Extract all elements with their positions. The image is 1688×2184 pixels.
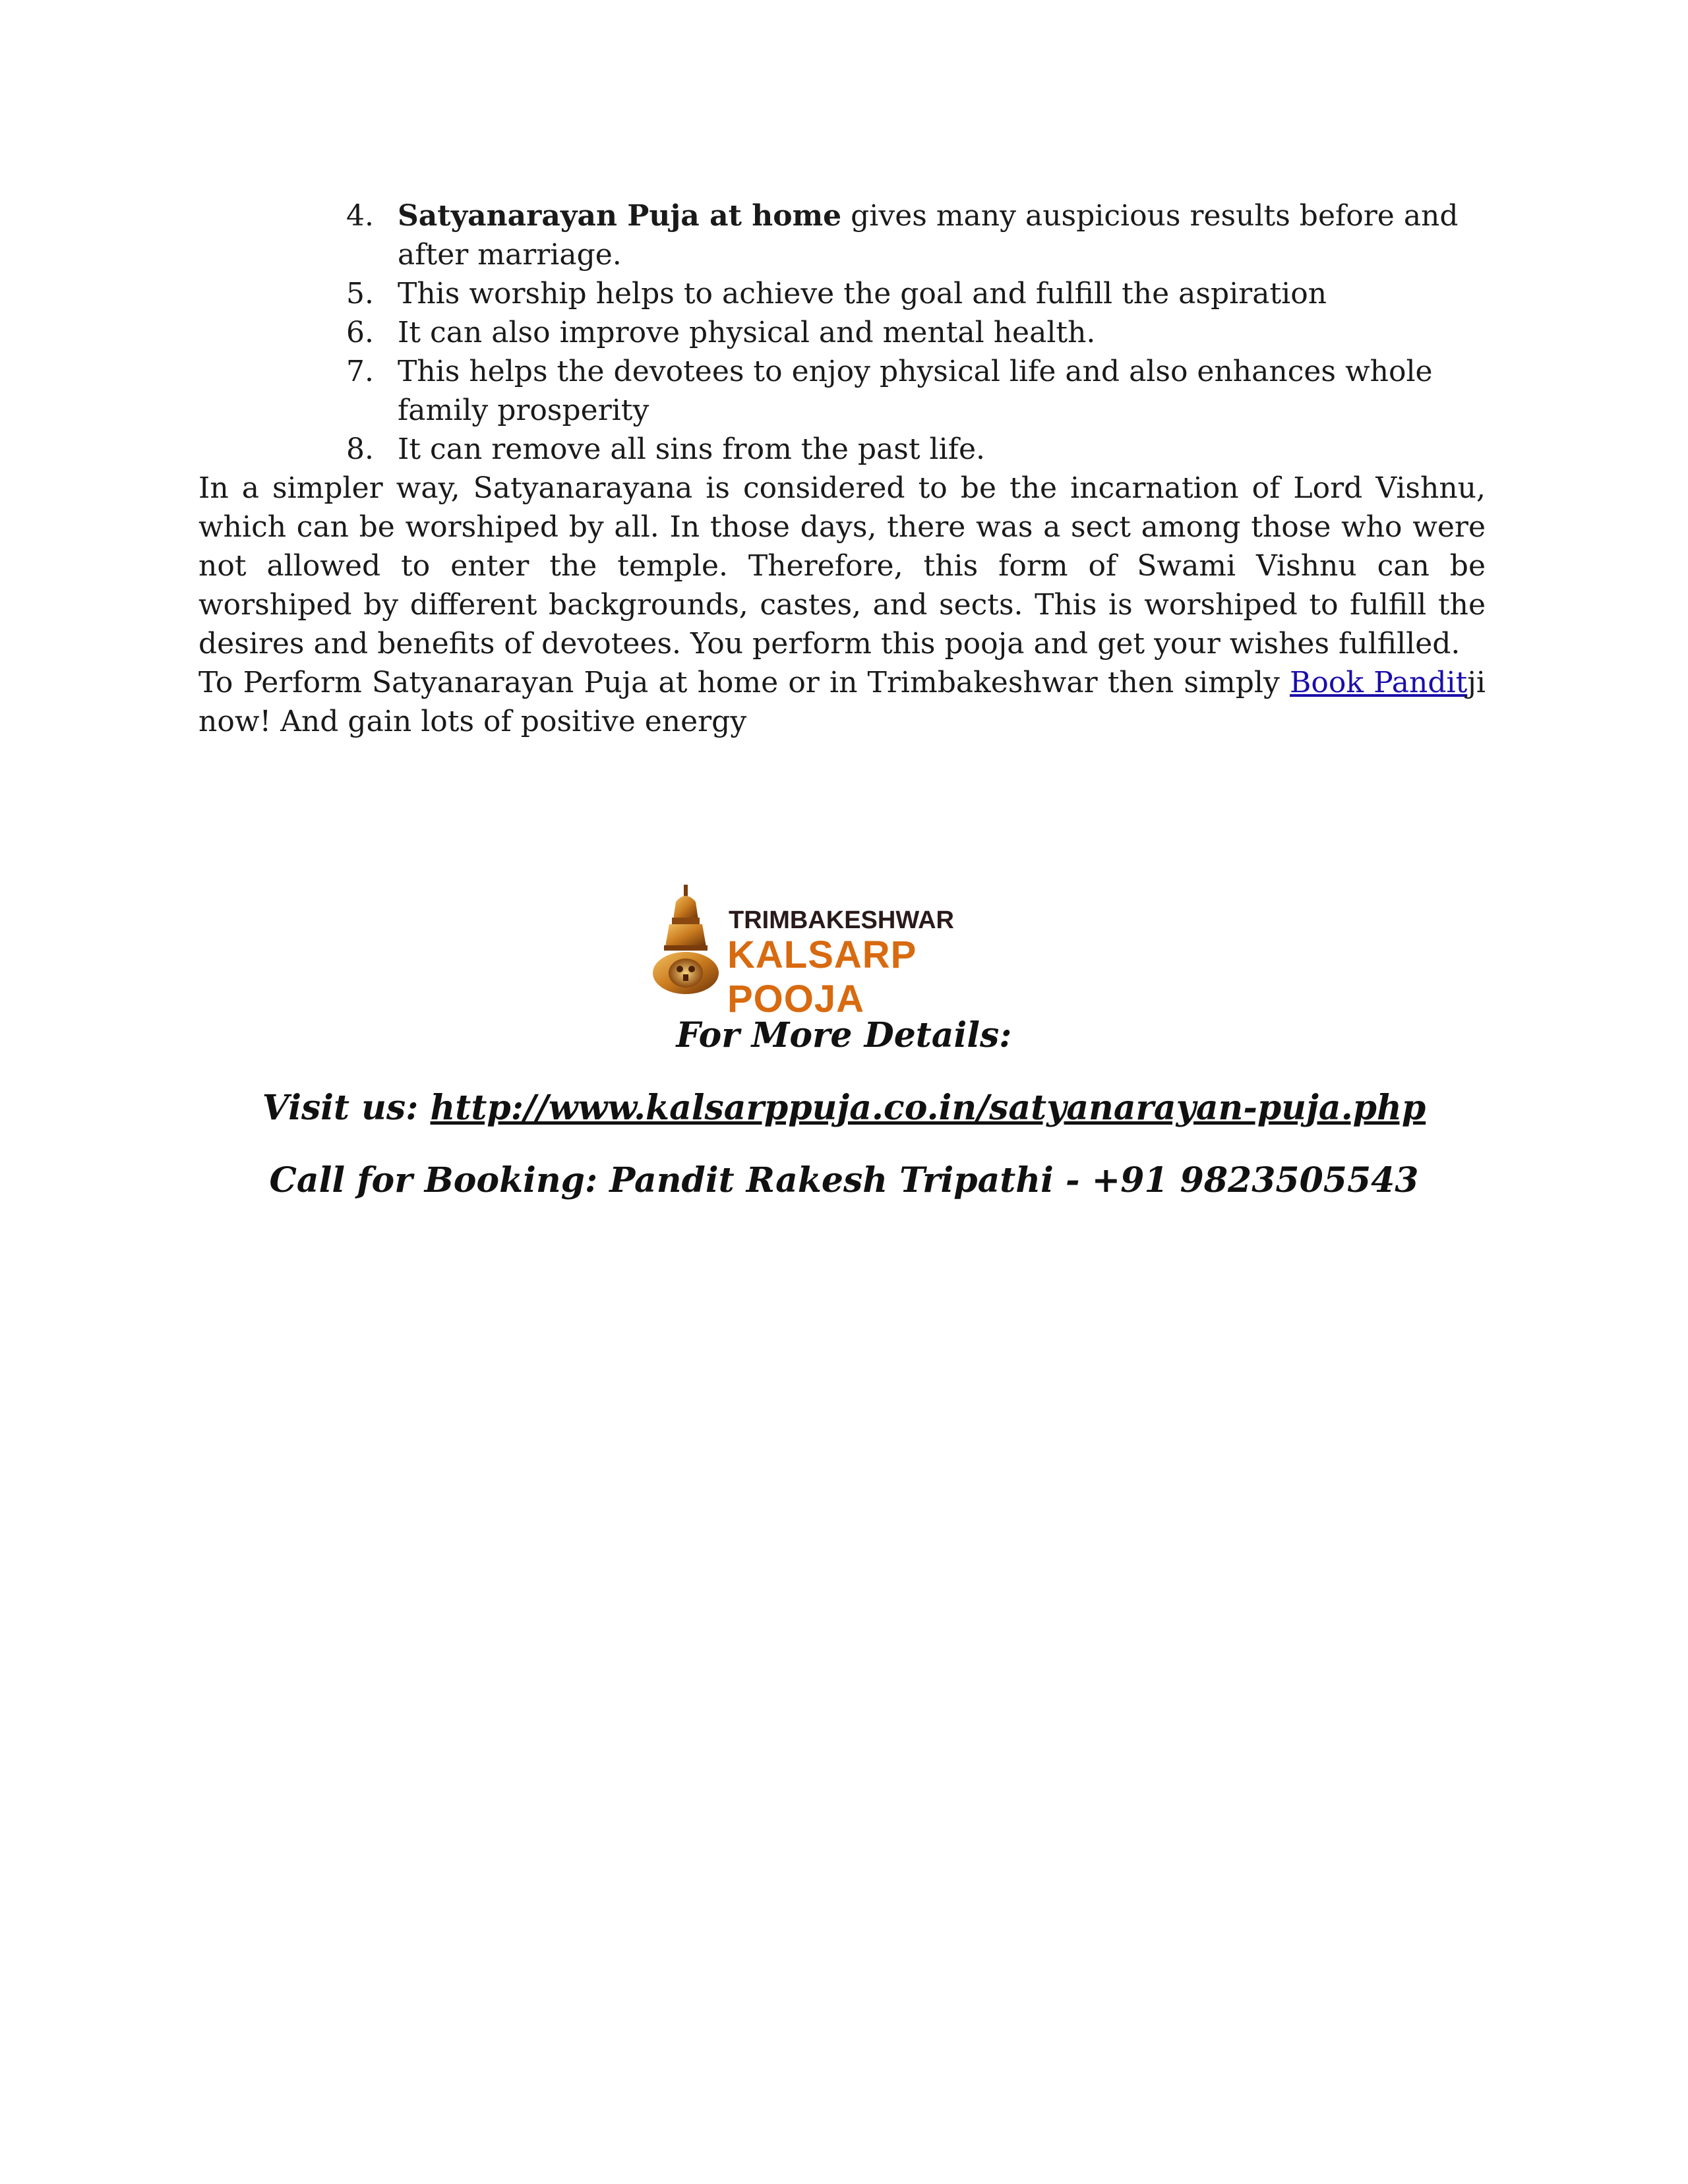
paragraph-text-before: To Perform Satyanarayan Puja at home or in Trimbakeshwar then simply — [198, 666, 1290, 699]
kalsarp-pooja-logo — [649, 883, 1045, 1020]
paragraph-vishnu: In a simpler way, Satyanarayana is considered to be the incarnation of Lord Vishnu, which can be worshiped by all. In those days, there was a sect among those who were not allowed to enter the temple. Therefore, this form of Swami Vishnu can be worshiped by different backgrounds, castes, and sects. This is worshiped to fulfill the desires and benefits of devotees. You perform this pooja and get your wishes fulfilled. — [198, 471, 1486, 661]
list-item — [198, 352, 1486, 430]
list-item — [198, 313, 1486, 352]
list-item — [198, 196, 1486, 274]
list-number: 4. — [346, 199, 374, 233]
document-content — [198, 196, 1486, 741]
website-url-link[interactable]: http://www.kalsarppuja.co.in/satyanarayan-puja.php — [430, 1088, 1426, 1128]
paragraph-text-after: ji now! And gain lots of positive energy — [198, 666, 1486, 738]
book-pandit-link[interactable]: Book Pandit — [1290, 666, 1468, 699]
list-item-bold-text: Satyanarayan Puja at home — [398, 199, 842, 233]
list-number: 5. — [346, 277, 374, 310]
temple-icon — [649, 883, 722, 995]
list-item-text: This worship helps to achieve the goal and fulfill the aspiration — [398, 277, 1327, 310]
more-details-heading: For More Details: — [676, 1015, 1012, 1055]
logo-line-kalsarp-pooja: KALSARP POOJA — [727, 933, 917, 1020]
list-item — [198, 430, 1486, 469]
visit-us-line — [0, 1088, 1688, 1128]
list-item — [198, 274, 1486, 313]
list-item-text: It can remove all sins from the past life. — [398, 432, 985, 466]
logo-line-trimbakeshwar: TRIMBAKESHWAR — [729, 906, 954, 934]
paragraph-book-pandit — [198, 663, 1486, 741]
visit-us-label: Visit us: — [262, 1088, 431, 1128]
benefits-list — [198, 196, 1486, 469]
list-item-text: gives many auspicious results before and after marriage. — [398, 199, 1459, 272]
list-number: 7. — [346, 355, 374, 388]
list-number: 6. — [346, 316, 374, 349]
list-number: 8. — [346, 432, 374, 466]
list-item-text: It can also improve physical and mental health. — [398, 316, 1096, 349]
call-for-booking-line: Call for Booking: Pandit Rakesh Tripathi - +91 9823505543 — [269, 1160, 1419, 1200]
list-item-text: This helps the devotees to enjoy physical life and also enhances whole family prosperity — [398, 355, 1433, 427]
